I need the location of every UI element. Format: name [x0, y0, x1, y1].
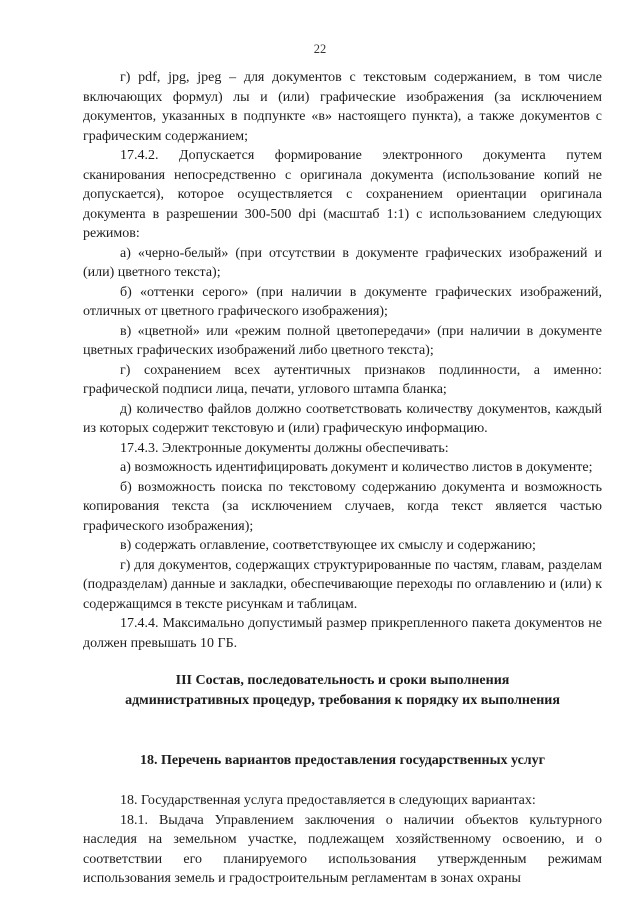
paragraph: 17.4.4. Максимально допустимый размер прикрепленного пакета документов не должен превышать 10 ГБ. — [83, 616, 602, 651]
paragraph-block-requirements — [83, 68, 602, 653]
page-content — [83, 68, 602, 889]
paragraph: б) возможность поиска по текстовому содержанию документа и возможность копирования текста (за исключением случаев, когда текст является частью графического изображения); — [83, 479, 602, 534]
paragraph: в) содержать оглавление, соответствующее их смыслу и содержанию; — [120, 538, 536, 553]
section-heading-3 — [83, 671, 602, 711]
page-number: 22 — [313, 42, 327, 56]
paragraph: 18. Государственная услуга предоставляется в следующих вариантах: — [120, 793, 536, 808]
paragraph: а) «черно-белый» (при отсутствии в документе графических изображений и (или) цветного текста); — [83, 245, 602, 280]
section-heading-3-line-1: III Состав, последовательность и сроки выполнения — [175, 673, 510, 688]
paragraph: 17.4.3. Электронные документы должны обеспечивать: — [120, 440, 449, 456]
section-heading-18: 18. Перечень вариантов предоставления государственных услуг — [139, 753, 546, 768]
paragraph: 18.1. Выдача Управлением заключения о наличии объектов культурного наследия на земельном участке, подлежащем хозяйственному освоению, и о соответствии его планируемого использования утвержденным режимам использования земель и градостроительным регламентам в зонах охраны — [83, 812, 602, 886]
paragraph: в) «цветной» или «режим полной цветопередачи» (при наличии в документе цветных графических изображений либо цветного текста); — [83, 323, 602, 358]
paragraph: 17.4.2. Допускается формирование электронного документа путем сканирования непосредственно с оригинала документа (использование копий не допускается), которое осуществляется с сохранением ориентации оригинала документа в разрешении 300-500 dpi (масштаб 1:1) с использованием следующих режимов: — [83, 148, 602, 241]
paragraph: г) сохранением всех аутентичных признаков подлинности, а именно: графической подписи лица, печати, углового штампа бланка; — [83, 362, 602, 397]
section-heading-3-line-2: административных процедур, требования к порядку их выполнения — [125, 693, 560, 708]
paragraph-block-variants — [83, 791, 602, 889]
paragraph: б) «оттенки серого» (при наличии в документе графических изображений, отличных от цветного графического изображения); — [83, 284, 602, 319]
paragraph: г) pdf, jpg, jpeg – для документов с текстовым содержанием, в том числе включающих формул) лы и (или) графические изображения (за исключением документов, указанных в подпункте «в» настоящего пункта), а также документов с графическим содержанием; — [83, 70, 602, 144]
paragraph: д) количество файлов должно соответствовать количеству документов, каждый из которых содержит текстовую и (или) графическую информацию. — [83, 401, 602, 436]
paragraph: г) для документов, содержащих структурированные по частям, главам, разделам (подразделам) данные и закладки, обеспечивающие переходы по оглавлению и (или) к содержащимся в тексте рисункам и таблицам. — [83, 557, 602, 612]
paragraph: а) возможность идентифицировать документ и количество листов в документе; — [120, 460, 593, 475]
